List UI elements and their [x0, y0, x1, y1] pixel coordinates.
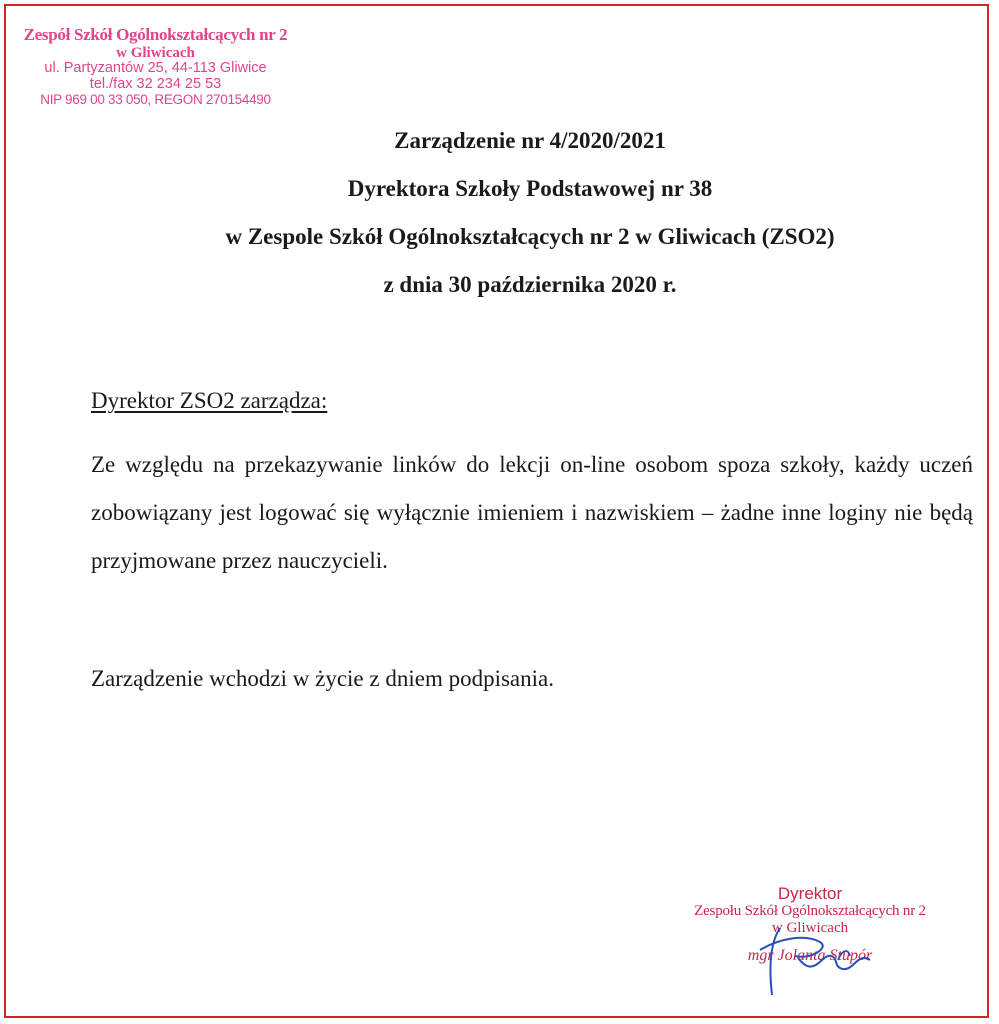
heading-institution: w Zespole Szkół Ogólnokształcących nr 2 w Gliwicach (ZSO2) — [225, 224, 835, 249]
school-stamp-address: ul. Partyzantów 25, 44-113 Gliwice — [44, 60, 267, 77]
school-stamp-phone: tel./fax 32 234 25 53 — [89, 76, 222, 93]
signature-stamp-title: Dyrektor — [777, 884, 843, 903]
heading-date: z dnia 30 października 2020 r. — [383, 272, 677, 297]
signature-stamp-city: w Gliwicach — [771, 919, 849, 936]
document-heading — [60, 124, 999, 316]
signature-stamp-school: Zespołu Szkół Ogólnokształcących nr 2 — [694, 903, 926, 920]
school-stamp-name: Zespół Szkół Ogólnokształcących nr 2 — [23, 25, 288, 44]
school-stamp-ids: NIP 969 00 33 050, REGON 270154490 — [40, 92, 271, 108]
school-stamp — [18, 26, 293, 108]
signature-stamp-person: mgr Jolanta Stupór — [747, 946, 873, 964]
heading-issuer: Dyrektora Szkoły Podstawowej nr 38 — [347, 176, 713, 201]
body-paragraph: Ze względu na przekazywanie linków do lekcji on-line osobom spoza szkoły, każdy uczeń zobowiązany jest logować się wyłącznie imieniem i nazwiskiem – żadne inne loginy nie będą przyjmowane przez nauczycieli. — [91, 452, 973, 573]
section-label: Dyrektor ZSO2 zarządza: — [91, 388, 328, 413]
heading-title: Zarządzenie nr 4/2020/2021 — [394, 128, 666, 153]
school-stamp-city: w Gliwicach — [116, 44, 195, 61]
closing-statement: Zarządzenie wchodzi w życie z dniem podpisania. — [91, 666, 554, 691]
handwritten-signature-icon — [750, 920, 890, 1000]
